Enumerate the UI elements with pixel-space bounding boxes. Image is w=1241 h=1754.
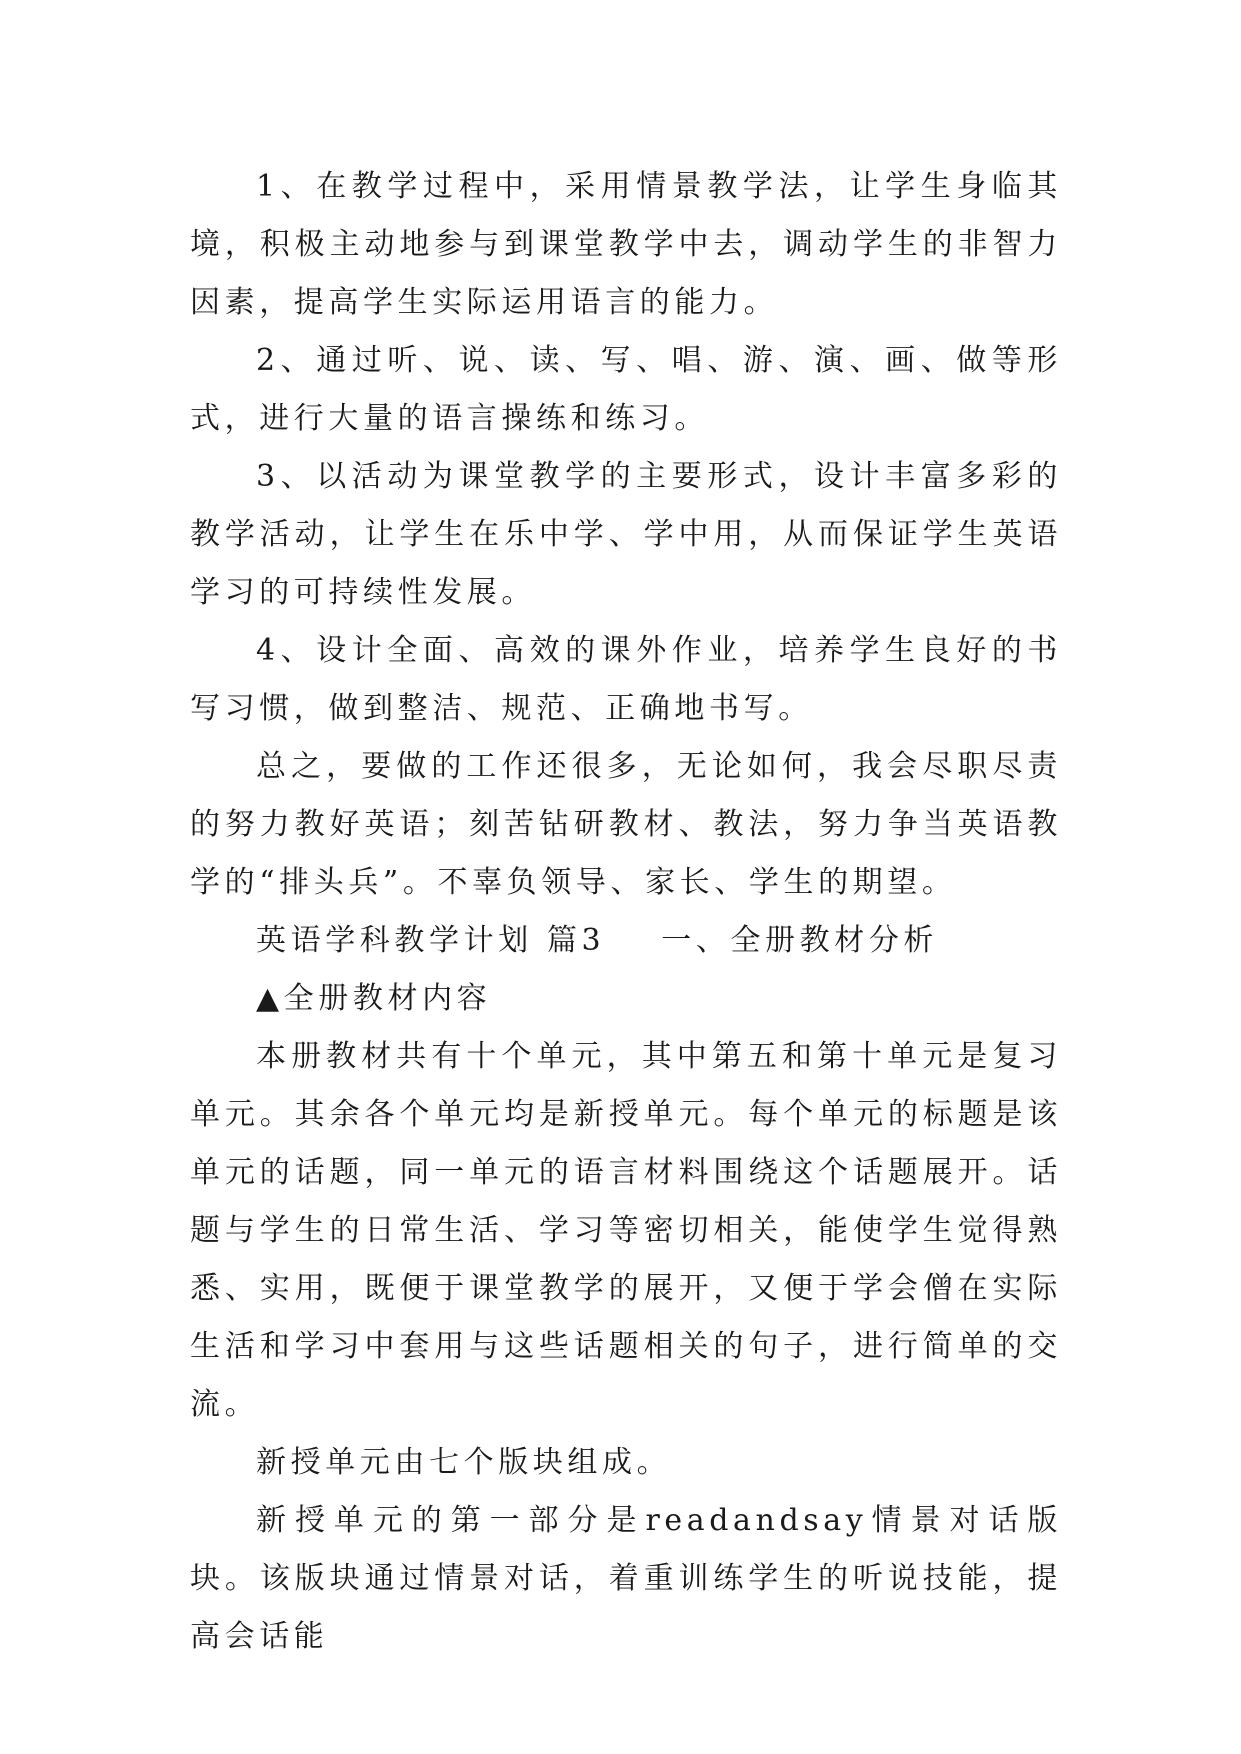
subheading-textbook-content: ▲全册教材内容 [256, 981, 492, 1016]
paragraph-teaching-method-1: 1、在教学过程中，采用情景教学法，让学生身临其境，积极主动地参与到课堂教学中去，调动学生的非智力因素，提高学生实际运用语言的能力。 [190, 169, 1062, 320]
paragraph-textbook-overview: 本册教材共有十个单元，其中第五和第十单元是复习单元。其余各个单元均是新授单元。每个单元的标题是该单元的话题，同一单元的语言材料围绕这个话题展开。话题与学生的日常生活、学习等密切相关，能使学生觉得熟悉、实用，既便于课堂教学的展开，又便于学会僧在实际生活和学习中套用与这些话题相关的句子，进行简单的交流。 [190, 1039, 1062, 1422]
paragraph-read-and-say: 新授单元的第一部分是readandsay情景对话版块。该版块通过情景对话，着重训练学生的听说技能，提高会话能 [190, 1503, 1062, 1654]
section-subtitle: 一、全册教材分析 [661, 923, 939, 958]
paragraph-teaching-method-3: 3、以活动为课堂教学的主要形式，设计丰富多彩的教学活动，让学生在乐中学、学中用，从而保证学生英语学习的可持续性发展。 [190, 459, 1062, 610]
paragraph-conclusion: 总之，要做的工作还很多，无论如何，我会尽职尽责的努力教好英语；刻苦钻研教材、教法，努力争当英语教学的“排头兵”。不辜负领导、家长、学生的期望。 [190, 749, 1062, 900]
paragraph-teaching-method-4: 4、设计全面、高效的课外作业，培养学生良好的书写习惯，做到整洁、规范、正确地书写。 [190, 633, 1062, 726]
document-body [190, 158, 1062, 1666]
section-title: 英语学科教学计划 篇3 [256, 923, 606, 958]
section-heading-line [190, 912, 1062, 970]
paragraph-teaching-method-2: 2、通过听、说、读、写、唱、游、演、画、做等形式，进行大量的语言操练和练习。 [190, 343, 1062, 436]
paragraph-new-units: 新授单元由七个版块组成。 [256, 1445, 672, 1480]
